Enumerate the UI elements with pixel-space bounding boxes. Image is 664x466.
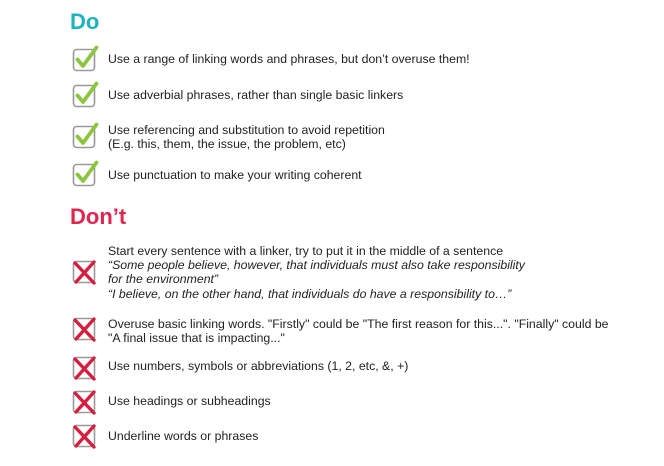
cross-icon — [71, 315, 99, 343]
item-text-line: Use numbers, symbols or abbreviations (1, 2, etc, &, +) — [108, 359, 409, 373]
check-icon — [71, 160, 99, 188]
example-quote-line: “Some people believe, however, that individuals must also take responsibility — [108, 258, 525, 273]
check-icon — [71, 122, 99, 150]
item-text-line: Start every sentence with a linker, try to put it in the middle of a sentence — [108, 244, 504, 258]
check-icon — [71, 45, 99, 73]
item-text-line: Use punctuation to make your writing coherent — [108, 168, 362, 182]
item-text-line: Use referencing and substitution to avoid repetition — [108, 123, 385, 137]
item-text-line: (E.g. this, them, the issue, the problem, etc) — [108, 137, 346, 152]
item-text-line: Use a range of linking words and phrases, but don’t overuse them! — [108, 52, 470, 66]
item-text-line: Overuse basic linking words. "Firstly" could be "The first reason for this...". "Finally" could be — [108, 317, 609, 331]
item-text-line: Use headings or subheadings — [108, 394, 271, 408]
cross-icon — [71, 388, 99, 416]
example-quote-line: for the environment” — [108, 272, 219, 287]
do-heading: Do — [70, 9, 100, 34]
example-quote-line: “I believe, on the other hand, that individuals do have a responsibility to…” — [108, 286, 512, 301]
item-text-line: "A final issue that is impacting..." — [108, 331, 285, 346]
item-text-line: Use adverbial phrases, rather than single basic linkers — [108, 88, 404, 102]
check-icon — [71, 81, 99, 109]
cross-icon — [71, 422, 99, 450]
cross-icon — [71, 354, 99, 382]
item-text-line: Underline words or phrases — [108, 429, 259, 443]
cross-icon — [71, 258, 99, 286]
dont-heading: Don’t — [70, 204, 127, 229]
